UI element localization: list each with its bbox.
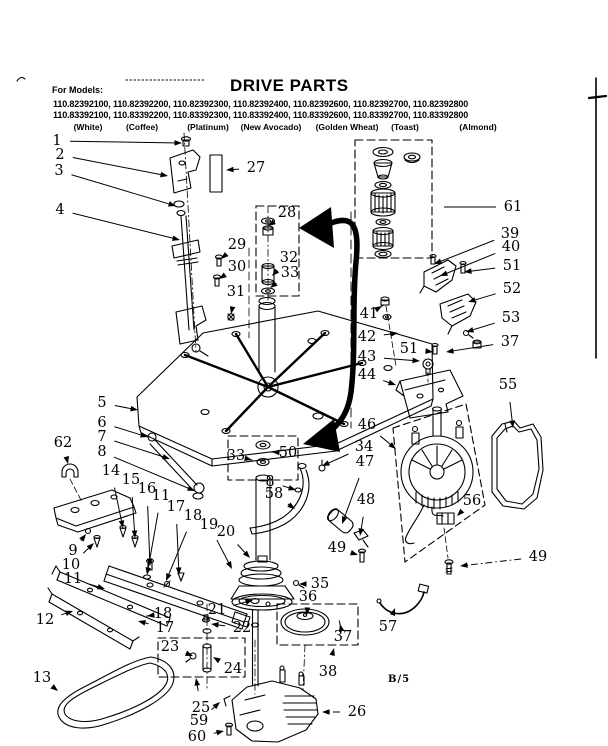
color-label-platinum: (Platinum) — [187, 122, 229, 132]
callout-number-23: 23 — [160, 639, 180, 655]
color-label-new-avocado: (New Avocado) — [240, 122, 302, 132]
callout-1 — [52, 133, 182, 149]
callout-number-34: 34 — [354, 439, 374, 455]
callout-3 — [54, 163, 176, 207]
spacer-plate-27 — [210, 155, 222, 192]
callout-layer — [33, 133, 547, 745]
callout-number-61: 61 — [503, 199, 523, 215]
callout-27 — [226, 160, 265, 176]
callout-number-39: 39 — [500, 226, 520, 242]
callout-number-30: 30 — [227, 259, 247, 275]
bearing-kit-box-61 — [355, 140, 432, 258]
callout-number-48: 48 — [356, 492, 376, 508]
callout-number-11: 11 — [63, 571, 83, 587]
color-label-white: (White) — [73, 122, 103, 132]
page-reference: B/5 — [388, 674, 411, 685]
callout-number-25: 25 — [191, 700, 211, 716]
callout-20 — [217, 524, 250, 558]
callout-number-37: 37 — [333, 629, 353, 645]
callout-17 — [138, 620, 174, 636]
callout-61 — [444, 199, 522, 215]
callout-number-51: 51 — [399, 341, 419, 357]
callout-52 — [468, 281, 521, 303]
callout-number-49: 49 — [528, 549, 548, 565]
callout-37 — [446, 334, 519, 354]
callout-number-20: 20 — [216, 524, 236, 540]
callout-number-49: 49 — [327, 540, 347, 556]
callout-number-1: 1 — [52, 133, 62, 149]
callout-11 — [64, 571, 105, 589]
callout-number-32: 32 — [279, 250, 299, 266]
callout-number-40: 40 — [501, 239, 521, 255]
callout-number-8: 8 — [265, 474, 275, 490]
callout-number-51: 51 — [502, 258, 522, 274]
callout-49 — [460, 549, 547, 568]
callout-60 — [188, 729, 224, 745]
callout-12 — [36, 611, 73, 628]
color-label-coffee: (Coffee) — [125, 122, 159, 132]
callout-number-7: 7 — [97, 429, 107, 445]
callout-number-16: 16 — [137, 481, 157, 497]
callout-number-19: 19 — [199, 517, 219, 533]
callout-38 — [319, 648, 337, 680]
callout-number-57: 57 — [378, 619, 398, 635]
callout-number-4: 4 — [55, 202, 65, 218]
callout-56 — [457, 493, 481, 516]
fasteners-14-18 — [120, 526, 184, 588]
callout-number-26: 26 — [347, 704, 367, 720]
callout-18 — [146, 606, 172, 622]
callout-number-58: 58 — [264, 486, 284, 502]
callout-36 — [299, 589, 317, 615]
callout-number-43: 43 — [357, 349, 377, 365]
callout-number-9: 9 — [68, 543, 78, 559]
page-title: DRIVE PARTS — [230, 76, 349, 95]
callout-17 — [167, 499, 185, 575]
side-shield-55 — [492, 421, 543, 509]
callout-22 — [211, 620, 251, 636]
callout-29 — [221, 237, 246, 259]
callout-5 — [97, 395, 138, 411]
callout-30 — [219, 259, 246, 279]
callout-number-15: 15 — [121, 472, 141, 488]
callout-number-8: 8 — [97, 444, 107, 460]
callout-number-29: 29 — [227, 237, 247, 253]
callout-number-5: 5 — [97, 395, 107, 411]
callout-10 — [62, 543, 94, 573]
callout-26 — [322, 704, 366, 720]
callout-number-2: 2 — [55, 147, 65, 163]
callout-number-17: 17 — [166, 499, 186, 515]
callout-number-14: 14 — [101, 463, 121, 479]
callout-53 — [466, 310, 520, 332]
callout-13 — [33, 670, 58, 691]
callout-number-59: 59 — [189, 713, 209, 729]
callout-number-46: 46 — [357, 417, 377, 433]
callout-number-60: 60 — [187, 729, 207, 745]
callout-49 — [328, 540, 358, 556]
drive-belt-13 — [58, 657, 174, 728]
callout-number-28: 28 — [277, 205, 297, 221]
callout-51 — [464, 258, 521, 274]
model-numbers-line-1: 110.82392100, 110.82392200, 110.82392300, 110.82392400, 110.82392600, 110.82392700, 110.82392800 — [53, 99, 469, 109]
callout-number-24: 24 — [223, 661, 243, 677]
callout-62 — [54, 435, 72, 464]
callout-number-27: 27 — [246, 160, 266, 176]
suspension-rod-assembly — [170, 133, 208, 356]
callout-24 — [213, 657, 242, 677]
callout-number-33: 33 — [280, 265, 300, 281]
color-label-toast: (Toast) — [391, 122, 419, 132]
callout-55 — [499, 377, 517, 428]
callout-number-62: 62 — [53, 435, 73, 451]
callout-number-3: 3 — [54, 163, 64, 179]
callout-number-36: 36 — [298, 589, 318, 605]
callout-number-12: 12 — [35, 612, 55, 628]
callout-number-38: 38 — [318, 664, 338, 680]
callout-number-42: 42 — [357, 329, 377, 345]
callout-number-41: 41 — [359, 306, 379, 322]
callout-18 — [166, 508, 202, 581]
callout-number-13: 13 — [32, 670, 52, 686]
callout-48 — [357, 492, 375, 536]
callout-number-52: 52 — [502, 281, 522, 297]
callout-number-17: 17 — [155, 620, 175, 636]
callout-41 — [360, 305, 384, 322]
for-models-label: For Models: — [52, 85, 103, 95]
callout-number-37: 37 — [500, 334, 520, 350]
callout-number-10: 10 — [61, 557, 81, 573]
callout-47 — [342, 454, 374, 524]
callout-number-56: 56 — [462, 493, 482, 509]
callout-2 — [55, 147, 168, 177]
callout-number-6: 6 — [97, 415, 107, 431]
callout-number-21: 21 — [207, 602, 227, 618]
callout-4 — [55, 202, 180, 241]
callout-number-33: 33 — [226, 448, 246, 464]
callout-37 — [334, 620, 352, 645]
callout-9 — [68, 534, 86, 559]
harness-57 — [377, 584, 429, 614]
callout-number-31: 31 — [226, 284, 246, 300]
callout-number-50: 50 — [278, 445, 298, 461]
drive-motor-46 — [393, 404, 485, 574]
callout-number-55: 55 — [498, 377, 518, 393]
color-label-golden-wheat: (Golden Wheat) — [315, 122, 379, 132]
callout-57 — [379, 608, 397, 635]
color-label-almond: (Almond) — [459, 122, 497, 132]
callout-number-44: 44 — [357, 367, 377, 383]
model-numbers-line-2: 110.83392100, 110.83392200, 110.83392300, 110.83392400, 110.83392600, 110.83392700, 110.83392800 — [53, 110, 469, 120]
callout-number-18: 18 — [153, 606, 173, 622]
base-platform-spider — [137, 298, 433, 467]
callout-number-22: 22 — [232, 620, 252, 636]
callout-31 — [227, 284, 245, 314]
callout-number-35: 35 — [310, 576, 330, 592]
callout-25 — [192, 678, 210, 716]
callout-number-53: 53 — [501, 310, 521, 326]
callout-23 — [161, 639, 193, 656]
callout-number-47: 47 — [355, 454, 375, 470]
callout-16 — [138, 481, 156, 566]
callout-number-18: 18 — [183, 508, 203, 524]
callout-28 — [268, 205, 296, 226]
callout-number-11: 11 — [151, 488, 171, 504]
